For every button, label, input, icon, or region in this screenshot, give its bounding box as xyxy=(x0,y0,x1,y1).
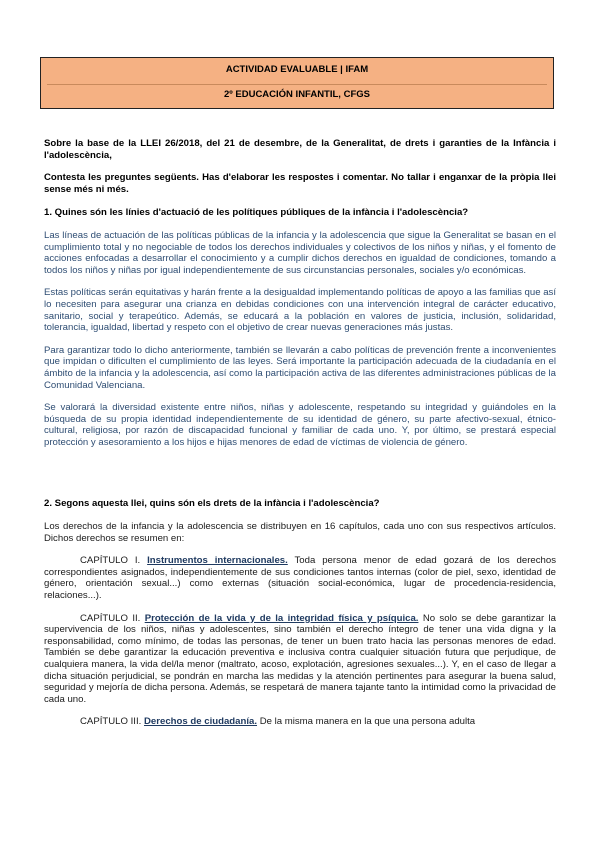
intro-paragraph: Sobre la base de la LLEI 26/2018, del 21 de desembre, de la Generalitat, de drets i garanties de la Infància i l'adolescència, xyxy=(44,138,556,161)
question-1-title: 1. Quines són les línies d'actuació de les polítiques públiques de la infància i l'adolescència? xyxy=(44,207,469,219)
chapter-text: De la misma manera en la que una persona adulta xyxy=(259,716,476,728)
chapter-title: Derechos de ciudadanía. xyxy=(143,716,258,728)
header-title: ACTIVIDAD EVALUABLE | IFAM xyxy=(225,64,369,75)
question-2-intro: Los derechos de la infancia y la adolescencia se distribuyen en 16 capítulos, cada uno con sus respectivos artículos. Dichos derechos se resumen en: xyxy=(44,521,556,544)
chapter-paragraph xyxy=(44,716,556,728)
header-subtitle: 2º EDUCACIÓN INFANTIL, CFGS xyxy=(224,89,370,100)
chapter-text: No solo se debe garantizar la supervivencia de los niños, niñas y adolescentes, sino también el derecho íntegro de tener una vida digna y la responsabilidad, como mínimo, de todas las personas, de tener un buen trato hacia las personas menores de edad. También se debe garantizar la educación preventiva e inclusiva contra cualquier situación futura que perjudique, de cualquiera manera, la vida del/la menor (maltrato, acoso, explotación, agresiones sexuales...). Y, en el caso de llegar a dicha situación perjudicial, se pondrán en marcha las medidas y la atención pertinentes para asegurar la buena salud, seguridad y mejoría de dicha persona. Además, se respetará de manera tajante tanto la intimidad como la privacidad de cada uno. xyxy=(44,612,557,705)
answer-paragraph: Estas políticas serán equitativas y harán frente a la desigualdad implementando políticas de apoyo a las familias que así lo necesiten para asegurar una crianza en debidas condiciones con una intervención integral de carácter educativo, sanitario, social y terapeútico. Además, se educará a la población en valores de justicia, inclusión, solidaridad, tolerancia, igualdad, libertad y respeto con el objetivo de crear nuevas generaciones más justas. xyxy=(44,287,556,334)
answer-paragraph: Para garantizar todo lo dicho anteriormente, también se llevarán a cabo políticas de prevención frente a inconvenientes que impidan o dificulten el cumplimiento de las leyes. Será importante la participación adecuada de la ciudadanía en el ámbito de la infancia y la adolescencia, así como la participación activa de las diferentes administraciones públicas de la Comunidad Valenciana. xyxy=(44,344,556,391)
chapter-text: Toda persona menor de edad gozará de los derechos correspondientes asignados, independientemente de sus condiciones tantos internas (color de piel, sexo, identidad de género, orientación sexual...) como externas (situación social-económica, lugar de procedencia-residencia, relaciones...). xyxy=(44,555,556,602)
header-box xyxy=(40,57,554,109)
chapter-paragraph xyxy=(44,613,556,706)
answer-paragraph: Las líneas de actuación de las políticas públicas de la infancia y la adolescencia que sigue la Generalitat se basan en el cumplimiento total y no negociable de todos los derechos individuales y colectivos de los niños y niñas, y el fomento de acciones enfocadas a desarrollar el conocimiento y a cumplir dichos derechos en igualdad de condiciones, tomando a todos los niños y niñas por igual independientemente de sus circunstancias personales, sociales y/o económicas. xyxy=(44,229,556,276)
section-spacer xyxy=(44,459,556,486)
document-body xyxy=(44,138,556,739)
chapter-title: Instrumentos internacionales. xyxy=(147,555,288,567)
chapter-label: CAPÍTULO II. xyxy=(80,612,141,624)
answer-paragraph: Se valorará la diversidad existente entre niños, niñas y adolescente, respetando su integridad y guiándoles en la búsqueda de su propia identidad independientemente de su identidad de género, su parte afectivo-sexual, étnico-cultural, religiosa, por razón de discapacidad funcional y familiar de cada uno. Y, por último, se prestará especial protección y asesoramiento a los hijos e hijas menores de edad de víctimas de violencia de género. xyxy=(44,402,556,448)
chapter-title: Protección de la vida y de la integridad física y psíquica. xyxy=(144,612,419,624)
chapter-label: CAPÍTULO III. xyxy=(80,716,142,728)
question-2-title: 2. Segons aquesta llei, quins són els drets de la infància i l'adolescència? xyxy=(44,498,380,510)
chapter-label: CAPÍTULO I. xyxy=(80,555,141,567)
instructions-paragraph: Contesta les preguntes següents. Has d'elaborar les respostes i comentar. No tallar i enganxar de la pròpia llei sense més ni més. xyxy=(44,172,556,195)
header-divider xyxy=(47,84,547,85)
chapter-paragraph xyxy=(44,555,556,601)
